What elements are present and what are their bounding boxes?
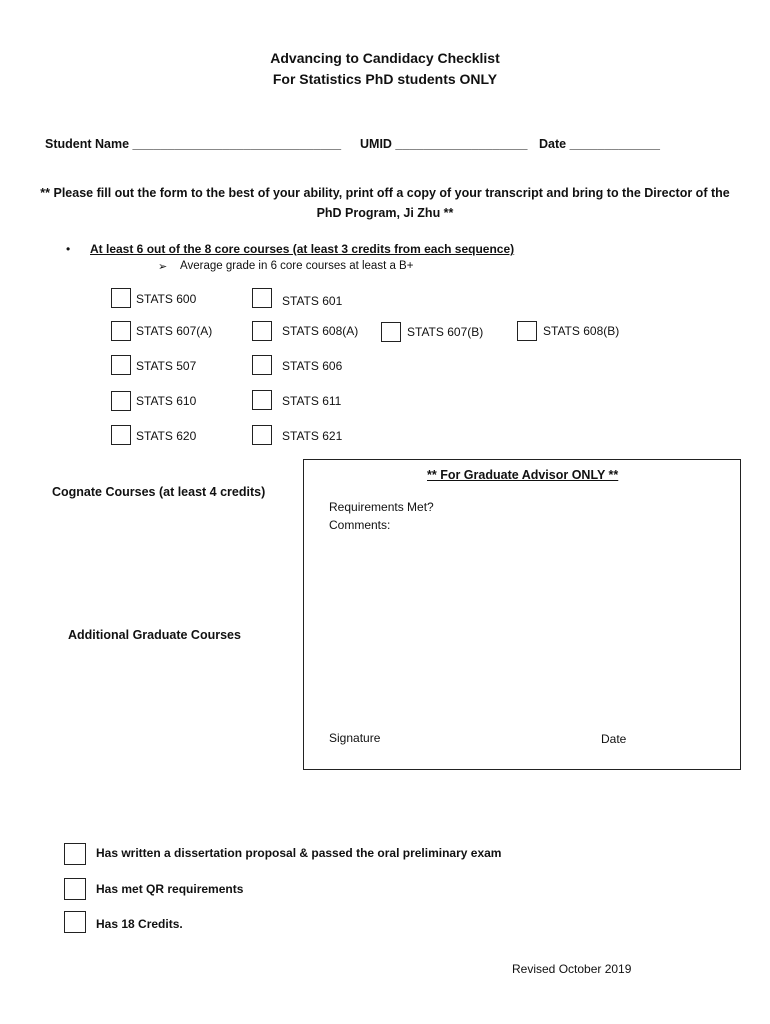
checkbox-stats-621[interactable] (252, 425, 272, 445)
advisor-date-label: Date (601, 732, 627, 746)
label-qr-requirements: Has met QR requirements (96, 882, 244, 896)
label-stats-608b: STATS 608(B) (543, 324, 620, 338)
cognate-courses-heading: Cognate Courses (at least 4 credits) (52, 485, 266, 499)
label-stats-606: STATS 606 (282, 359, 343, 373)
checkbox-stats-610[interactable] (111, 391, 131, 411)
date-field[interactable]: Date _____________ (539, 137, 660, 151)
label-stats-610: STATS 610 (136, 394, 197, 408)
label-stats-607a: STATS 607(A) (136, 324, 213, 338)
label-stats-621: STATS 621 (282, 429, 343, 443)
comments-label: Comments: (329, 518, 391, 532)
checkbox-stats-607b[interactable] (381, 322, 401, 342)
bullet-dot-icon: • (66, 242, 71, 256)
label-stats-620: STATS 620 (136, 429, 197, 443)
checkbox-dissertation-proposal[interactable] (64, 843, 86, 865)
label-stats-607b: STATS 607(B) (407, 325, 484, 339)
checkbox-stats-507[interactable] (111, 355, 131, 375)
checkbox-stats-601[interactable] (252, 288, 272, 308)
additional-courses-heading: Additional Graduate Courses (68, 628, 241, 642)
core-requirement: At least 6 out of the 8 core courses (at least 3 credits from each sequence) (90, 242, 515, 256)
label-stats-611: STATS 611 (282, 394, 342, 408)
advisor-box-title: ** For Graduate Advisor ONLY ** (427, 468, 619, 482)
student-name-field[interactable]: Student Name ______________________________ (45, 137, 342, 151)
checkbox-stats-600[interactable] (111, 288, 131, 308)
instructions: ** Please fill out the form to the best of your ability, print off a copy of your transcript and bring to the Director of the PhD Program, Ji Zhu ** (40, 186, 730, 220)
signature-label: Signature (329, 731, 381, 745)
label-stats-608a: STATS 608(A) (282, 324, 359, 338)
revised-date: Revised October 2019 (512, 962, 632, 976)
advisor-box (303, 459, 741, 770)
form-subtitle: For Statistics PhD students ONLY (272, 71, 498, 87)
checkbox-stats-606[interactable] (252, 355, 272, 375)
checkbox-stats-620[interactable] (111, 425, 131, 445)
label-stats-600: STATS 600 (136, 292, 197, 306)
checkbox-stats-608a[interactable] (252, 321, 272, 341)
checkbox-18-credits[interactable] (64, 911, 86, 933)
label-18-credits: Has 18 Credits. (96, 917, 183, 931)
label-stats-507: STATS 507 (136, 359, 197, 373)
umid-field[interactable]: UMID ___________________ (360, 137, 528, 151)
checkbox-qr-requirements[interactable] (64, 878, 86, 900)
checkbox-stats-607a[interactable] (111, 321, 131, 341)
label-stats-601: STATS 601 (282, 294, 343, 308)
requirements-met-label: Requirements Met? (329, 500, 434, 514)
checkbox-stats-611[interactable] (252, 390, 272, 410)
label-dissertation-proposal: Has written a dissertation proposal & passed the oral preliminary exam (96, 846, 502, 860)
checkbox-stats-608b[interactable] (517, 321, 537, 341)
form-title: Advancing to Candidacy Checklist (270, 50, 500, 66)
arrow-bullet-icon: ➢ (158, 261, 168, 273)
core-grade-requirement: Average grade in 6 core courses at least a B+ (180, 260, 414, 272)
